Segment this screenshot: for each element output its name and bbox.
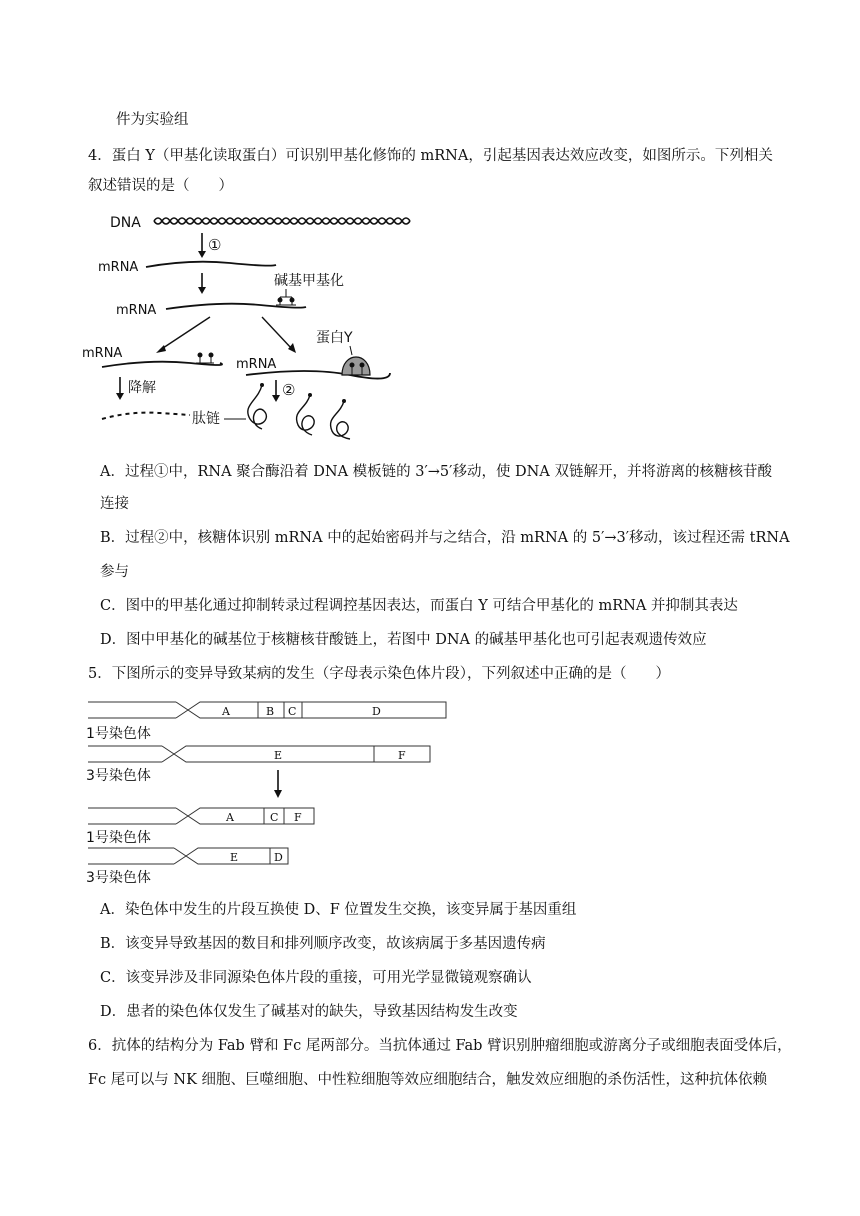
step-2-label: ② <box>282 381 296 399</box>
question-4-stem: 4．蛋白 Y（甲基化读取蛋白）可识别甲基化修饰的 mRNA，引起基因表达效应改变，如图所示。下列相关 <box>88 148 773 164</box>
peptide-chain <box>248 385 267 429</box>
question-6-stem-cont: Fc 尾可以与 NK 细胞、巨噬细胞、中性粒细胞等效应细胞结合，触发效应细胞的杀伤活性，这种抗体依赖 <box>88 1072 768 1088</box>
mrna-strand-1 <box>146 262 276 267</box>
segment-e: E <box>274 749 283 762</box>
peptide-chain <box>331 401 350 439</box>
option-5d: D．患者的染色体仅发生了碱基对的缺失，导致基因结构发生改变 <box>100 1004 518 1020</box>
arrow-head-1 <box>198 251 206 258</box>
segment-b: B <box>266 705 275 718</box>
mrna-label-1: mRNA <box>98 260 139 275</box>
peptide-chain <box>297 395 315 435</box>
chromosome-1-label: 1号染色体 <box>86 726 151 742</box>
option-4b-cont: 参与 <box>100 564 129 580</box>
methyl-mark <box>290 298 295 303</box>
segment-d: D <box>372 705 381 718</box>
option-4b: B．过程②中，核糖体识别 mRNA 中的起始密码并与之结合，沿 mRNA 的 5′→3′移动，该过程还需 tRNA <box>100 530 790 546</box>
arrow-branch-right <box>262 317 292 349</box>
protein-y-shape <box>342 357 370 375</box>
protein-y-label: 蛋白Y <box>316 330 353 346</box>
arrow-head-2 <box>198 287 206 294</box>
chromosome-3-after <box>88 848 288 864</box>
figure-methylation-diagram <box>80 205 450 450</box>
methyl-mark <box>198 353 203 358</box>
segment-e: E <box>230 851 239 864</box>
arrow-branch-left <box>160 317 210 350</box>
figure-chromosome-diagram <box>84 698 454 890</box>
chromosome-3-label: 3号染色体 <box>86 768 151 784</box>
question-5-stem: 5．下图所示的变异导致某病的发生（字母表示染色体片段），下列叙述中正确的是（ ） <box>88 666 670 682</box>
segment-f: F <box>294 811 302 824</box>
chromosome-1-before <box>88 702 446 718</box>
step-1-label: ① <box>208 236 222 254</box>
option-5c: C．该变异涉及非同源染色体片段的重接，可用光学显微镜观察确认 <box>100 970 532 986</box>
segment-a: A <box>222 705 230 718</box>
option-4a: A．过程①中，RNA 聚合酶沿着 DNA 模板链的 3′→5′移动，使 DNA 双链解开，并将游离的核糖核苷酸 <box>100 464 772 480</box>
methyl-mark <box>360 363 365 368</box>
option-4c: C．图中的甲基化通过抑制转录过程调控基因表达，而蛋白 Y 可结合甲基化的 mRNA 并抑制其表达 <box>100 598 738 614</box>
degraded-fragments <box>102 413 190 419</box>
mrna-label-3: mRNA <box>82 346 123 361</box>
segment-f: F <box>398 749 406 762</box>
option-5b: B．该变异导致基因的数目和排列顺序改变，故该病属于多基因遗传病 <box>100 936 546 952</box>
question-4-stem-cont: 叙述错误的是（ ） <box>88 178 233 194</box>
chromosome-1-label-after: 1号染色体 <box>86 830 151 846</box>
mrna-label-4: mRNA <box>236 357 277 372</box>
methyl-mark <box>350 363 355 368</box>
mrna-label-2: mRNA <box>116 303 157 318</box>
chromosome-3-label-after: 3号染色体 <box>86 870 151 886</box>
question-6-stem: 6．抗体的结构分为 Fab 臂和 Fc 尾两部分。当抗体通过 Fab 臂识别肿瘤细胞或游离分子或细胞表面受体后， <box>88 1038 792 1054</box>
text-line-continuation: 件为实验组 <box>116 112 189 128</box>
segment-a: A <box>226 811 234 824</box>
option-5a: A．染色体中发生的片段互换使 D、F 位置发生交换，该变异属于基因重组 <box>100 902 577 918</box>
methylation-label: 碱基甲基化 <box>274 273 344 289</box>
methyl-mark <box>209 353 214 358</box>
segment-c: C <box>270 811 279 824</box>
mrna-strand-2 <box>166 304 306 309</box>
option-4d: D．图中甲基化的碱基位于核糖核苷酸链上，若图中 DNA 的碱基甲基化也可引起表观遗传效应 <box>100 632 707 648</box>
segment-d: D <box>274 851 283 864</box>
chromosome-1-after <box>88 808 314 824</box>
peptide-label: 肽链 <box>192 411 220 427</box>
chromosome-3-before <box>88 746 430 762</box>
segment-c: C <box>288 705 297 718</box>
dna-label: DNA <box>110 215 141 231</box>
mrna-strand-3 <box>102 362 222 367</box>
option-4a-cont: 连接 <box>100 496 129 512</box>
methyl-mark <box>278 298 283 303</box>
degrade-label: 降解 <box>128 380 156 396</box>
